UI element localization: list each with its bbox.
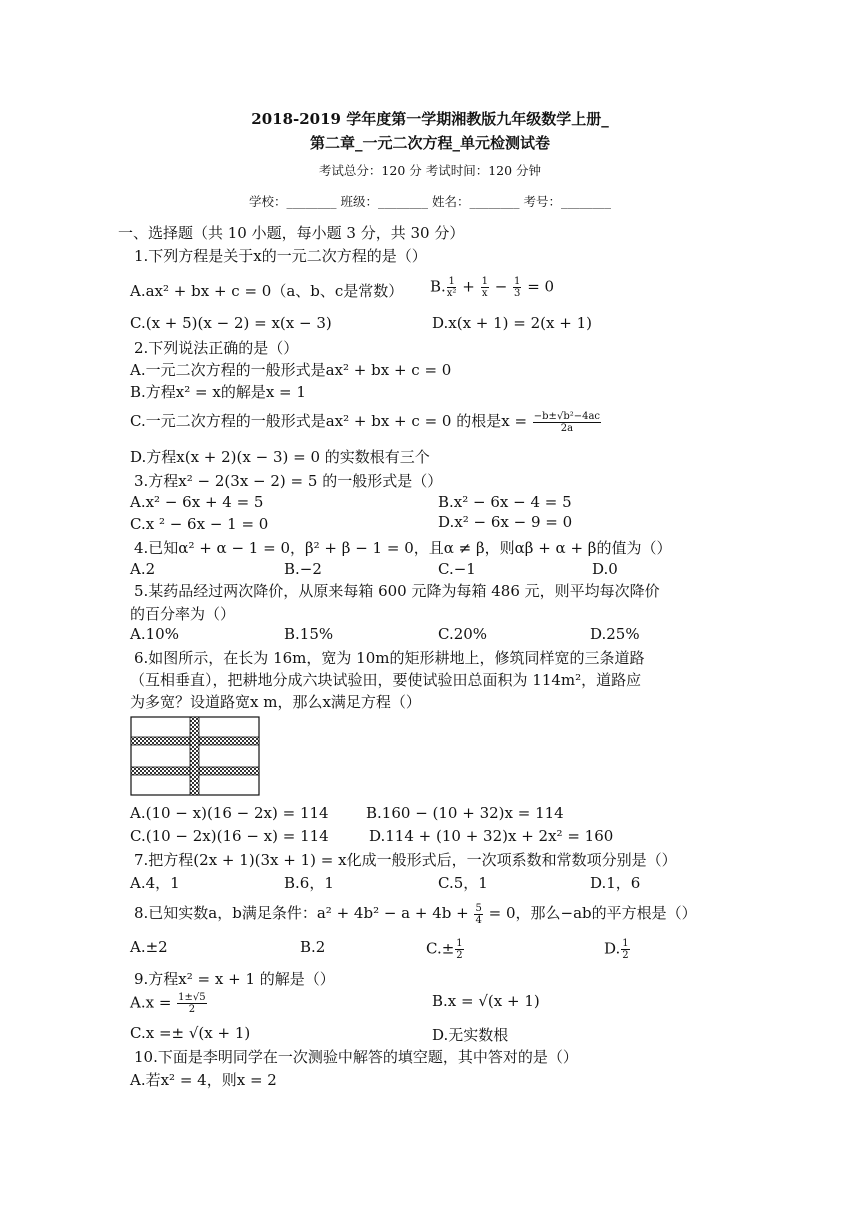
q7-option-b: B.6，1: [284, 874, 334, 892]
q4-option-b: B.−2: [284, 560, 322, 578]
q2-option-c: C.一元二次方程的一般形式是ax² + bx + c = 0 的根是x = $\frac{\text{−b±√b²−4ac}}{2a}$: [130, 410, 601, 434]
q1-option-c: C.(x + 5)(x − 2) = x(x − 3): [130, 314, 332, 332]
q8-option-c: C.± $\frac{1}{2}$: [426, 938, 463, 961]
q7-stem: 7.把方程(2x + 1)(3x + 1) = x化成一般形式后，一次项系数和常数项分别是（）: [134, 851, 677, 869]
q5-stem-line2: 的百分率为（）: [130, 605, 236, 623]
section-heading: 一、选择题（共 10 小题，每小题 3 分，共 30 分）: [118, 224, 465, 242]
q9-option-a: A.x = $\frac{1\pm√5}{2}$: [130, 992, 206, 1015]
q1-stem: 1.下列方程是关于x的一元二次方程的是（）: [134, 247, 427, 265]
q3-option-a: A.x² − 6x + 4 = 5: [130, 493, 264, 511]
q5-option-b: B.15%: [284, 625, 334, 643]
q7-option-c: C.5，1: [438, 874, 488, 892]
q5-option-d: D.25%: [590, 625, 640, 643]
q9-option-d: D.无实数根: [432, 1026, 509, 1044]
q4-stem: 4.已知α² + α − 1 = 0，β² + β − 1 = 0，且α ≠ β，则αβ + α + β的值为（）: [134, 539, 672, 557]
q6-stem-line3: 为多宽？设道路宽x m，那么x满足方程（）: [130, 693, 421, 711]
q3-option-d: D.x² − 6x − 9 = 0: [438, 513, 573, 531]
q8-stem: 8.已知实数a，b满足条件：a² + 4b² − a + 4b + $\frac{5}{4}$ = 0，那么−ab的平方根是（）: [134, 902, 697, 926]
exam-info: 考试总分：120 分 考试时间：120 分钟: [318, 163, 542, 178]
q3-option-c: C.x ² − 6x − 1 = 0: [130, 515, 269, 533]
q5-option-a: A.10%: [130, 625, 179, 643]
q8-option-b: B.2: [300, 938, 326, 956]
q9-option-b: B.x = √(x + 1): [432, 992, 540, 1010]
q6-field-diagram: [130, 716, 262, 798]
q6-option-d: D.114 + (10 + 32)x + 2x² = 160: [369, 827, 614, 845]
q6-option-b: B.160 − (10 + 32)x = 114: [366, 804, 564, 822]
q9-option-c: C.x =± √(x + 1): [130, 1024, 251, 1042]
q2-stem: 2.下列说法正确的是（）: [134, 339, 299, 357]
q7-option-a: A.4，1: [130, 874, 180, 892]
doc-title-line1: 2018-2019 学年度第一学期湘教版九年级数学上册_: [251, 110, 609, 128]
q3-option-b: B.x² − 6x − 4 = 5: [438, 493, 572, 511]
q2-option-b: B.方程x² = x的解是x = 1: [130, 383, 306, 401]
q8-option-d: D. $\frac{1}{2}$: [604, 938, 629, 961]
q6-option-c: C.(10 − 2x)(16 − x) = 114: [130, 827, 329, 845]
q4-option-c: C.−1: [438, 560, 476, 578]
q1-option-d: D.x(x + 1) = 2(x + 1): [432, 314, 592, 332]
q7-option-d: D.1，6: [590, 874, 641, 892]
q10-stem: 10.下面是李明同学在一次测验中解答的填空题，其中答对的是（）: [134, 1048, 578, 1066]
q6-stem-line2: （互相垂直），把耕地分成六块试验田，要使试验田总面积为 114m²，道路应: [130, 671, 642, 689]
q3-stem: 3.方程x² − 2(3x − 2) = 5 的一般形式是（）: [134, 472, 443, 490]
q4-option-d: D.0: [592, 560, 618, 578]
q5-option-c: C.20%: [438, 625, 488, 643]
q2-option-d: D.方程x(x + 2)(x − 3) = 0 的实数根有三个: [130, 448, 430, 466]
q8-option-a: A.±2: [130, 938, 168, 956]
q6-option-a: A.(10 − x)(16 − 2x) = 114: [130, 804, 329, 822]
q9-stem: 9.方程x² = x + 1 的解是（）: [134, 970, 335, 988]
q6-stem-line1: 6.如图所示，在长为 16m，宽为 10m的矩形耕地上，修筑同样宽的三条道路: [134, 649, 645, 667]
doc-title-line2: 第二章_一元二次方程_单元检测试卷: [309, 134, 550, 152]
student-info: 学校：________ 班级：________ 姓名：________ 考号：________: [249, 194, 611, 209]
q2-option-a: A.一元二次方程的一般形式是ax² + bx + c = 0: [130, 361, 452, 379]
q1-option-b: B. $\frac{1}{\text{x²}}$ + $\frac{1}{x}$ − $\frac{1}{3}$ = 0: [430, 276, 555, 299]
q10-option-a: A.若x² = 4，则x = 2: [130, 1071, 277, 1089]
q4-option-a: A.2: [130, 560, 156, 578]
q1-option-a: A.ax² + bx + c = 0（a、b、c是常数）: [130, 282, 404, 300]
q5-stem-line1: 5.某药品经过两次降价，从原来每箱 600 元降为每箱 486 元，则平均每次降价: [134, 582, 660, 600]
